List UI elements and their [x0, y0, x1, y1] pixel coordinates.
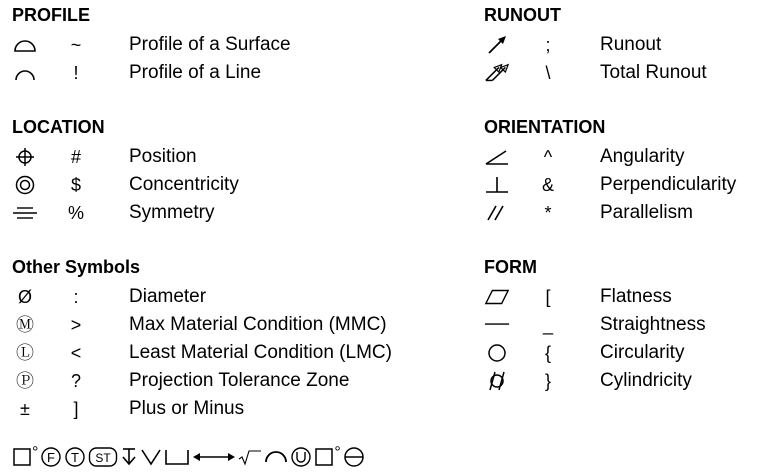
keyboard-key: ; — [545, 35, 551, 55]
symbol-row — [472, 368, 768, 396]
lmc-icon: Ⓛ — [16, 343, 34, 363]
keyboard-key: ^ — [543, 147, 553, 167]
symbol-name: Angularity — [600, 146, 685, 167]
projection-icon: Ⓟ — [16, 371, 34, 391]
symbol-row — [472, 312, 768, 340]
symbol-name: Profile of a Surface — [129, 34, 291, 55]
symbol-name: Max Material Condition (MMC) — [129, 314, 387, 335]
symmetry-icon — [12, 202, 38, 224]
symbol-row — [0, 340, 470, 368]
symbol-row — [0, 396, 470, 424]
total-runout-icon — [484, 62, 510, 84]
cylindricity-icon — [484, 370, 510, 392]
keyboard-key: ] — [73, 399, 79, 419]
symbol-name: Concentricity — [129, 174, 239, 195]
unilateral-icon — [290, 446, 312, 468]
statistical-tolerance-icon — [88, 446, 118, 468]
circularity-icon — [484, 342, 510, 364]
symbol-row — [472, 144, 768, 172]
symbol-name: Least Material Condition (LMC) — [129, 342, 392, 363]
free-state-icon — [40, 446, 62, 468]
symbol-name: Total Runout — [600, 62, 707, 83]
arc-length-icon — [264, 446, 288, 468]
section-title-other: Other Symbols — [12, 257, 141, 277]
keyboard-key: < — [70, 343, 82, 363]
symbol-name: Circularity — [600, 342, 685, 363]
tangent-plane-icon — [64, 446, 86, 468]
symbol-row — [0, 284, 470, 312]
keyboard-key: > — [70, 315, 82, 335]
keyboard-key: ? — [70, 371, 81, 391]
degree-symbol: ° — [334, 444, 341, 461]
section-title-form: FORM — [484, 257, 537, 277]
keyboard-key: * — [544, 203, 552, 223]
section-title-orientation: ORIENTATION — [484, 117, 606, 137]
parallelism-icon — [484, 202, 510, 224]
keyboard-key: & — [541, 175, 554, 195]
profile-surface-icon — [12, 34, 38, 56]
symbol-name: Position — [129, 146, 197, 167]
symbol-row — [472, 32, 768, 60]
mmc-icon: Ⓜ — [16, 315, 34, 335]
free-state-letter: F — [47, 450, 56, 465]
spherical-icon — [343, 446, 365, 468]
symbol-row — [0, 200, 470, 228]
symbol-row — [0, 312, 470, 340]
concentricity-icon — [12, 174, 38, 196]
statistical-tolerance-letters: ST — [95, 451, 112, 465]
keyboard-key: [ — [545, 287, 551, 307]
symbol-name: Projection Tolerance Zone — [129, 370, 350, 391]
square-icon — [12, 447, 32, 467]
keyboard-key: } — [544, 371, 551, 391]
between-arrow-icon — [192, 446, 236, 468]
symbol-name: Symmetry — [129, 202, 215, 223]
keyboard-key: ! — [73, 63, 79, 83]
keyboard-key: _ — [542, 315, 553, 335]
symbol-row — [472, 340, 768, 368]
flatness-icon — [484, 286, 510, 308]
square-icon — [314, 447, 334, 467]
symbol-name: Diameter — [129, 286, 207, 307]
symbol-name: Runout — [600, 34, 662, 55]
symbol-name: Straightness — [600, 314, 706, 335]
symbol-row — [0, 368, 470, 396]
straightness-icon — [484, 314, 510, 336]
symbol-name: Profile of a Line — [129, 62, 262, 83]
square-root-icon — [238, 446, 262, 468]
section-title-runout: RUNOUT — [484, 5, 561, 25]
section-title-location: LOCATION — [12, 117, 105, 137]
keyboard-key: ~ — [70, 35, 82, 55]
symbol-row — [472, 284, 768, 312]
tangent-plane-letter: T — [71, 450, 80, 465]
keyboard-key: { — [544, 343, 551, 363]
position-icon — [12, 146, 38, 168]
symbol-row — [0, 32, 470, 60]
keyboard-key: # — [70, 147, 81, 167]
keyboard-key: : — [73, 287, 79, 307]
keyboard-key: $ — [70, 175, 81, 195]
symbol-row — [0, 172, 470, 200]
symbol-row — [472, 172, 768, 200]
perpendicularity-icon — [484, 174, 510, 196]
counterbore-icon — [164, 446, 190, 468]
symbol-name: Perpendicularity — [600, 174, 737, 195]
symbol-row — [472, 200, 768, 228]
degree-symbol: ° — [32, 444, 39, 461]
symbol-name: Parallelism — [600, 202, 693, 223]
runout-arrow-icon — [484, 34, 510, 56]
angularity-icon — [484, 146, 510, 168]
footer-symbol-strip — [12, 440, 365, 474]
symbol-name: Flatness — [600, 286, 672, 307]
diameter-icon: Ø — [17, 287, 32, 307]
symbol-row — [472, 60, 768, 88]
depth-icon — [120, 446, 138, 468]
keyboard-key: % — [67, 203, 84, 223]
symbol-name: Cylindricity — [600, 370, 692, 391]
symbol-name: Plus or Minus — [129, 398, 245, 419]
symbol-row — [0, 60, 470, 88]
keyboard-key: \ — [545, 63, 551, 83]
profile-line-icon — [12, 62, 38, 84]
symbol-row — [0, 144, 470, 172]
section-title-profile: PROFILE — [12, 5, 91, 25]
plus-minus-icon: ± — [20, 399, 30, 419]
countersink-icon — [140, 446, 162, 468]
